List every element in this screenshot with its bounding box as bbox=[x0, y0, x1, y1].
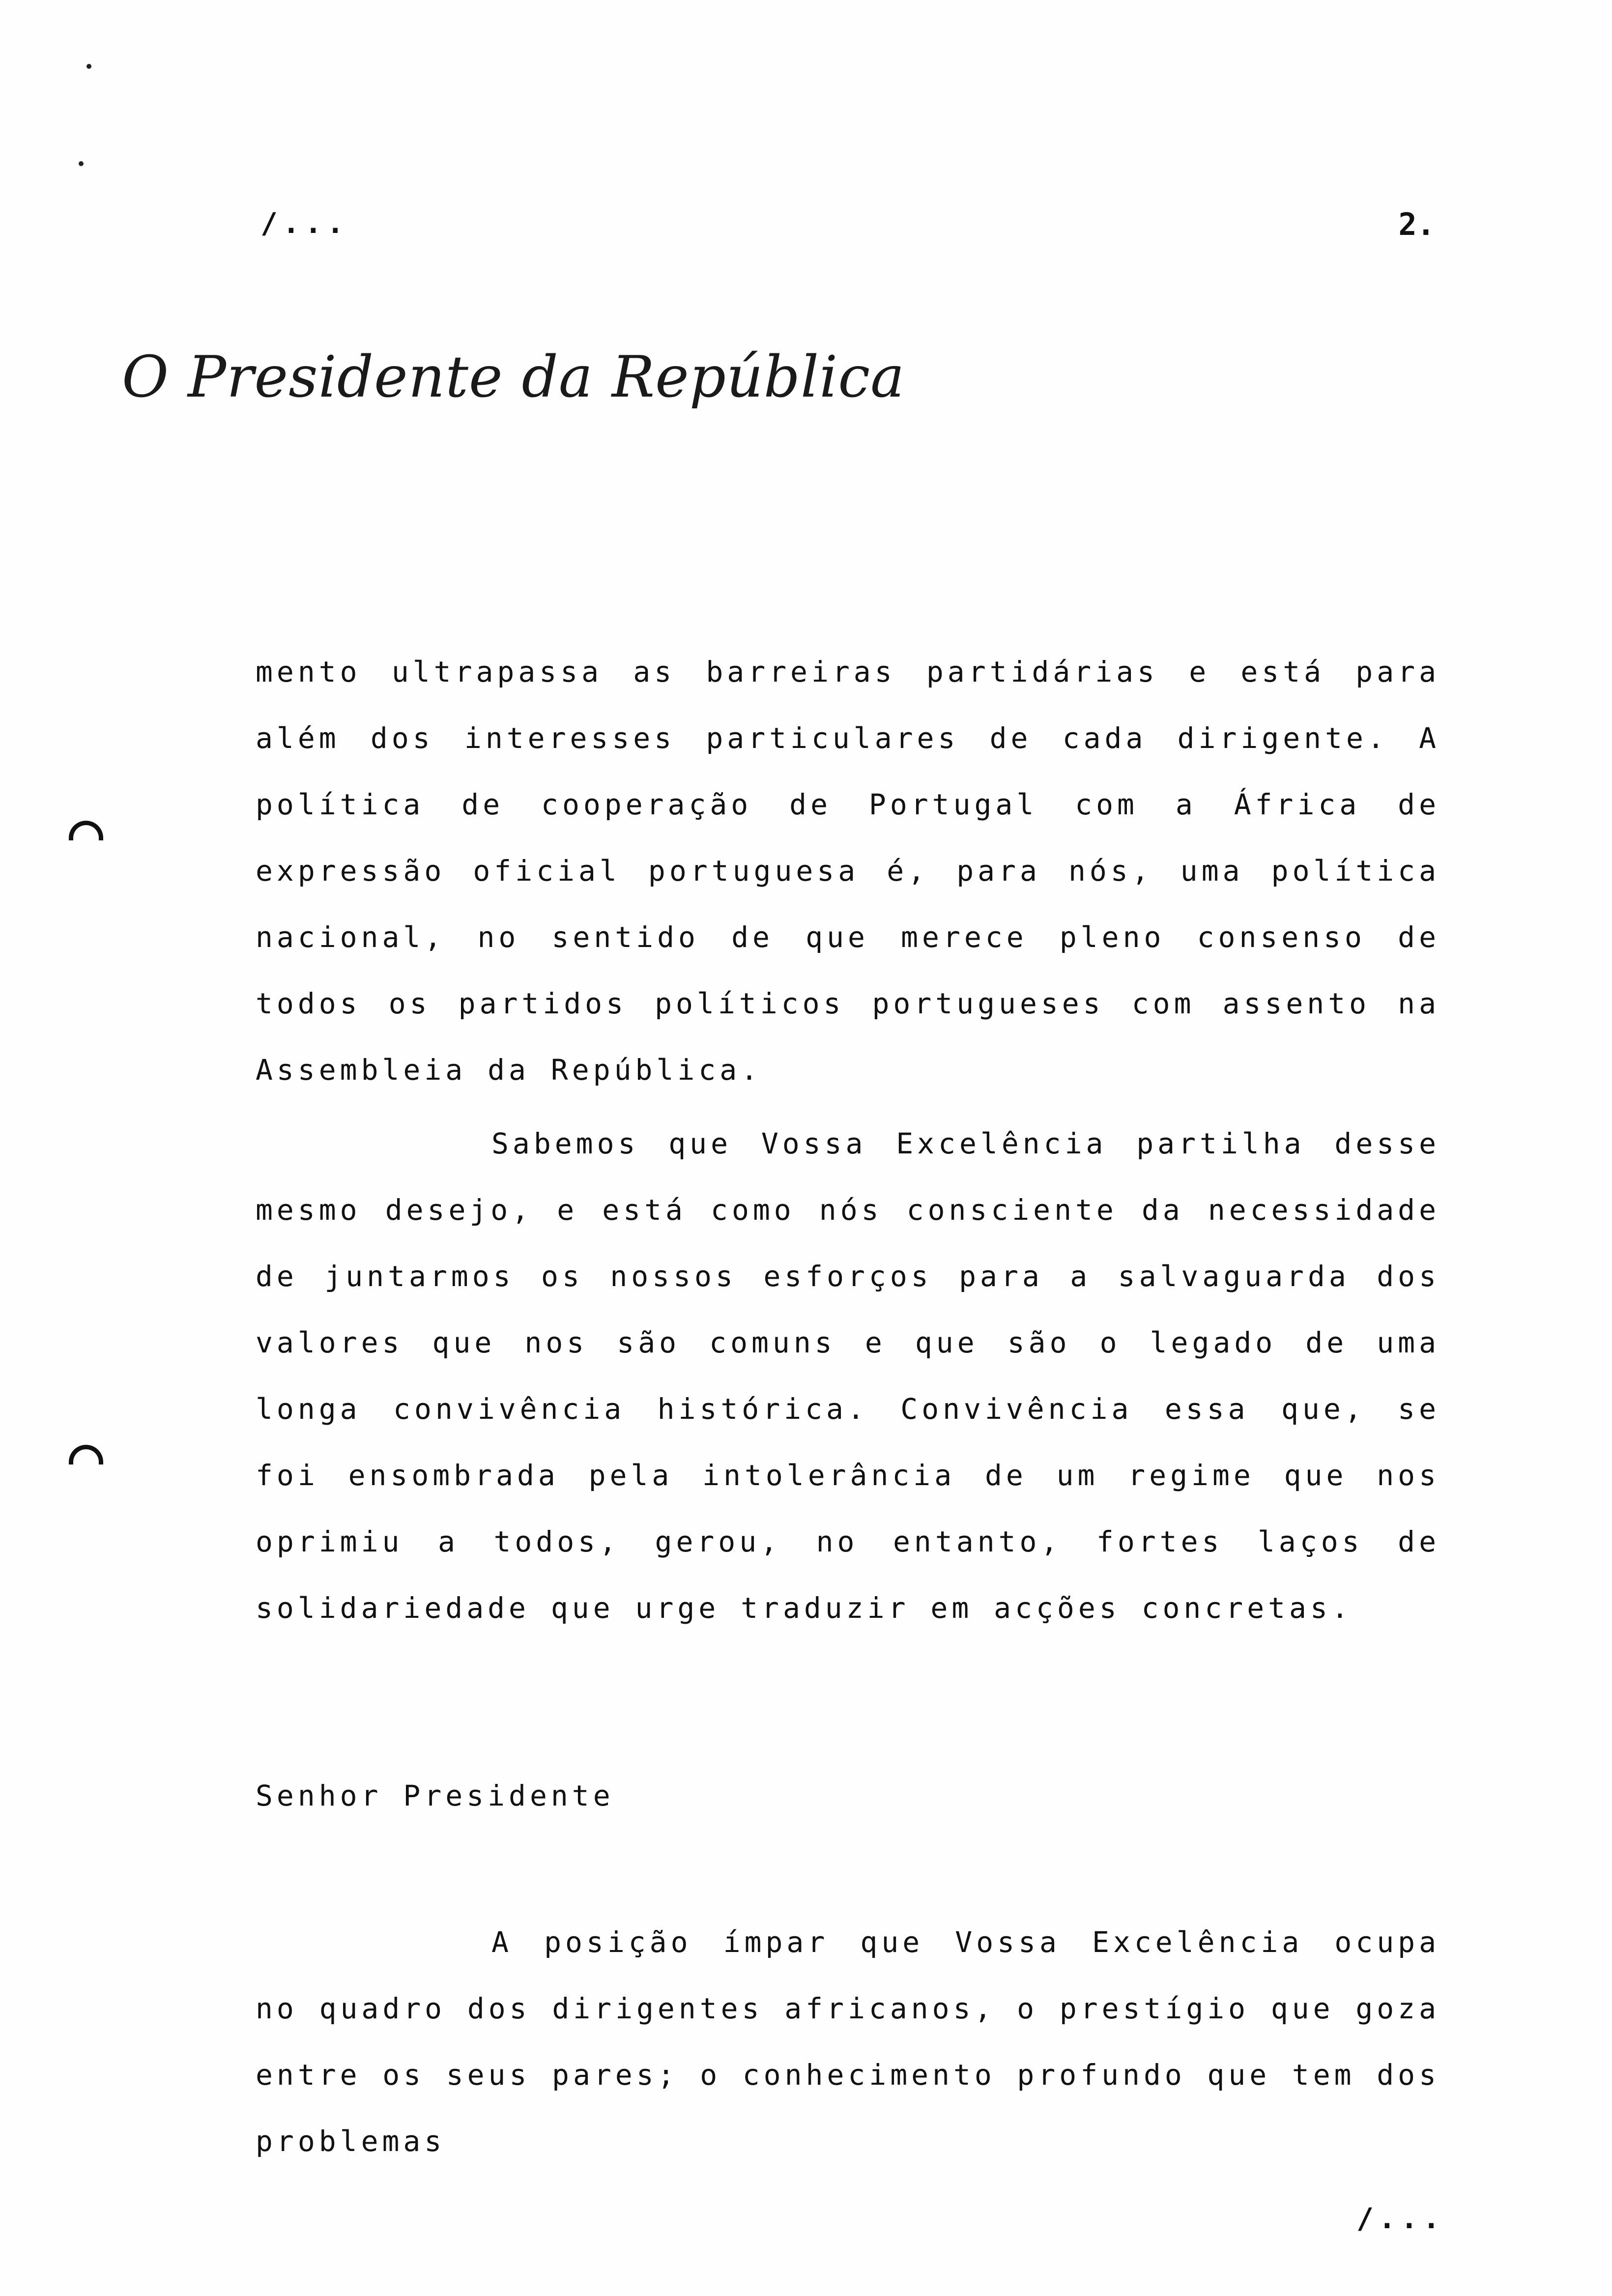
paragraph-sabemos bbox=[256, 1111, 1440, 1641]
letterhead-title: O Presidente da República bbox=[122, 344, 905, 410]
paragraph-text: mento ultrapassa as barreiras partidárias e está para além dos interesses particulares de cada dirigente. A política de cooperação de Portugal com a África de expressão oficial portuguesa é, para nós, uma política nacional, no sentido de que merece pleno consenso de todos os partidos políticos portugueses com assento na Assembleia da República. bbox=[256, 655, 1440, 1087]
scan-speck bbox=[86, 64, 91, 69]
scan-speck bbox=[79, 161, 84, 166]
paragraph-text: A posição ímpar que Vossa Excelência ocupa no quadro dos dirigentes africanos, o prestígio que goza entre os seus pares; o conhecimento profundo que tem dos problemas bbox=[256, 1925, 1440, 2158]
salutation: Senhor Presidente bbox=[256, 1779, 614, 1812]
punch-hole-mark bbox=[69, 1445, 103, 1464]
continuation-mark-top: /... bbox=[260, 206, 349, 240]
page-number: 2. bbox=[1398, 206, 1435, 242]
paragraph-text: Sabemos que Vossa Excelência partilha desse mesmo desejo, e está como nós consciente da necessidade de juntarmos os nossos esforços para a salvaguarda dos valores que nos são comuns e que são o legado de uma longa convivência histórica. Convivência essa que, se foi ensombrada pela intolerância de um regime que nos oprimiu a todos, gerou, no entanto, fortes laços de solidariedade que urge traduzir em acções concretas. bbox=[256, 1127, 1440, 1625]
paragraph-posicao bbox=[256, 1909, 1440, 2175]
paragraph-continuation bbox=[256, 639, 1440, 1103]
punch-hole-mark bbox=[69, 821, 103, 840]
continuation-mark-bottom: /... bbox=[1356, 2202, 1445, 2235]
